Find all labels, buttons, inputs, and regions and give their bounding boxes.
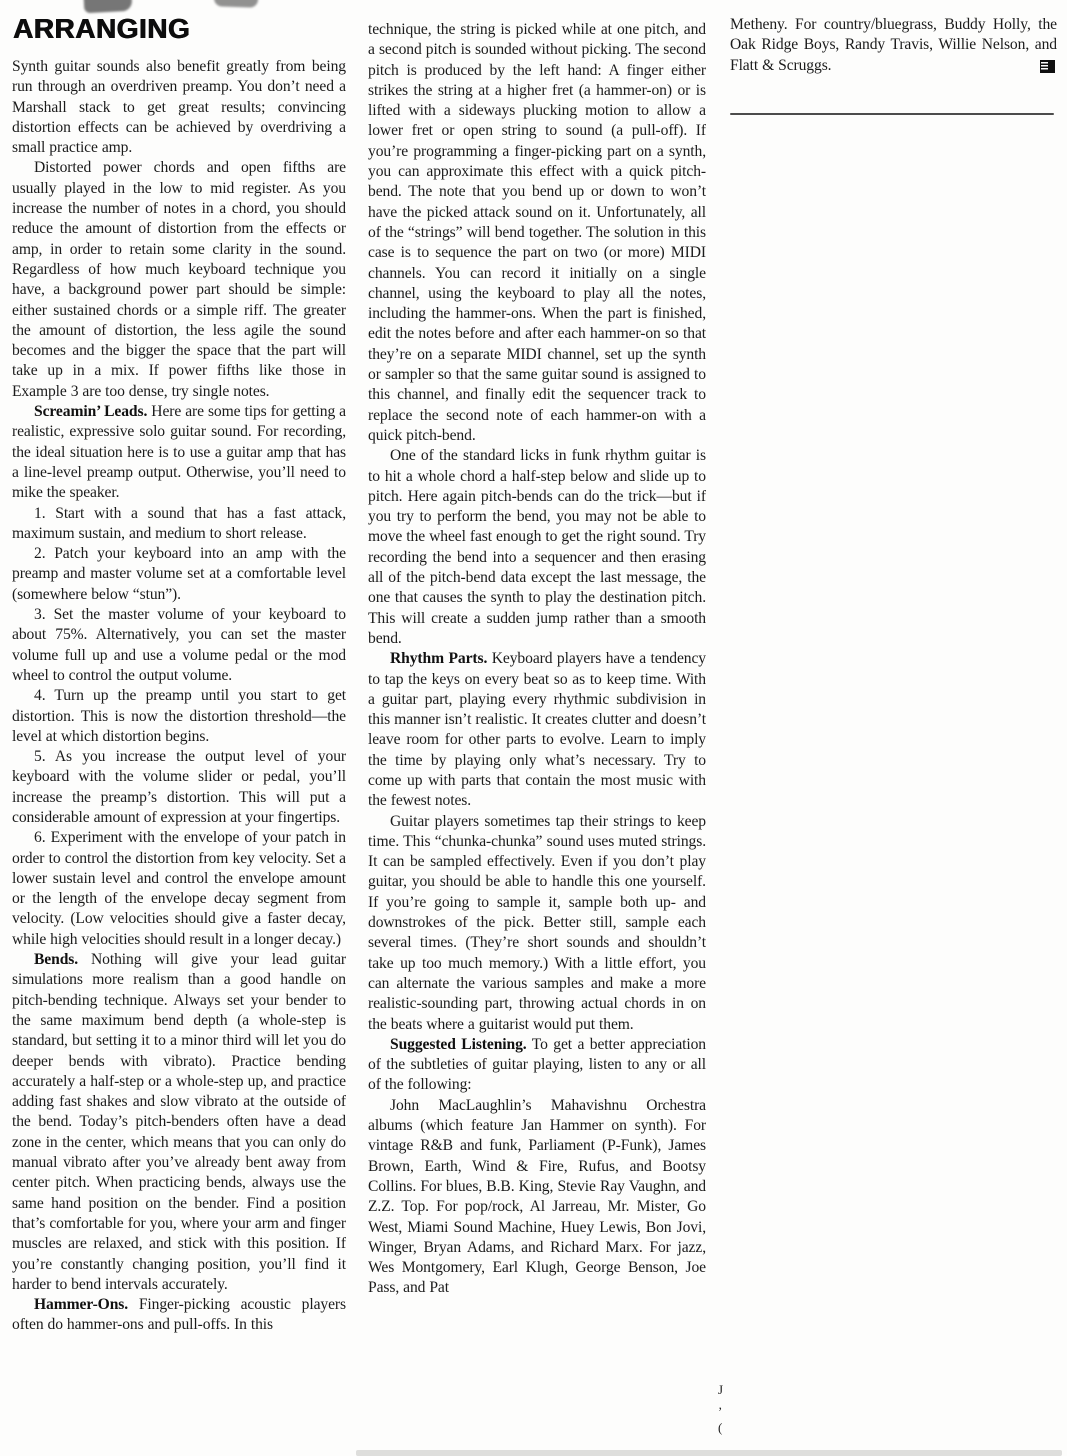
paragraph-text: Guitar players sometimes tap their strings to keep time. This “chunka-chunka” sound uses muted strings. It can be sampled effectively. Even if you don’t play guitar, you should be able to handle this one yourself. If you’re going to sample it, sample both up- and downstrokes of the pick. Better still, sample each several times. (They’re short sounds and shouldn’t take up too much memory.) With a little effort, you can alternate the various samples and make a more realistic-sounding part, throwing actual chords in on the beats where a guitarist would put them.	[368, 812, 706, 1033]
print-artifacts	[714, 1380, 734, 1440]
paragraph-text: Synth guitar sounds also benefit greatly from being run through an overdriven preamp. You don’t need a Marshall stack to get great results; convincing distortion effects can be achieved by overdriving a small practice amp.	[12, 58, 346, 157]
end-of-article-icon	[1040, 60, 1055, 73]
paragraph	[12, 747, 346, 828]
paragraph-text: 5. As you increase the output level of your keyboard with the volume slider or pedal, you’ll increase the preamp’s distortion. This will put a considerable amount of expression at your fingertips.	[12, 748, 346, 826]
text-column-middle	[368, 20, 706, 1448]
paragraph-lead: Bends.	[34, 951, 79, 969]
text-column-left	[12, 57, 346, 1449]
paragraph-text: To get a better appreciation of the subtleties of guitar playing, listen to any or all of the following:	[368, 1035, 706, 1094]
paragraph-lead: Screamin’ Leads.	[34, 403, 148, 421]
paragraph	[368, 1096, 706, 1299]
paragraph-text: Nothing will give your lead guitar simulations more realism than a good handle on pitch-bending technique. Always set your bender to the same maximum bend depth (a whole-step is standard, but setting it to a minor third will let you do deeper bends with vibrato). Practice bending accurately a half-step or a whole-step up, and practice adding fast shakes and slow vibrato at the outside of the bend. Today’s pitch-benders often have a dead zone in the center, which means that you can only do manual vibrato after you’ve already bent away from center pitch. When practicing bends, always use the same hand position on the bender. Find a position that’s comfortable for you, where your arm and finger muscles are relaxed, and stick with this position. If you’re constantly changing position, you’ll find it harder to bend intervals accurately.	[12, 951, 346, 1293]
paragraph-lead: Suggested Listening.	[390, 1035, 527, 1053]
paragraph	[12, 158, 346, 402]
paragraph	[368, 446, 706, 649]
scan-smudge	[84, 0, 133, 13]
paragraph	[368, 812, 706, 1035]
paragraph	[368, 649, 706, 811]
paragraph-text: 6. Experiment with the envelope of your patch in order to control the distortion from key velocity. Set a lower sustain level and control the envelope amount or the length of the envelope decay segment from velocity. (Low velocities should give a faster decay, while high velocities should result in a longer decay.)	[12, 829, 346, 948]
section-divider-rule	[730, 113, 1054, 115]
paragraph-text: Here are some tips for getting a realistic, expressive solo guitar sound. For recording, the ideal situation here is to use a guitar amp that has a line-level preamp output. Otherwise, you’ll need to mike the speaker.	[12, 403, 346, 502]
scan-smudge	[214, 0, 258, 8]
paragraph	[12, 57, 346, 158]
page-bottom-artifact	[356, 1450, 1062, 1456]
paragraph-text: 2. Patch your keyboard into an amp with the preamp and master volume set at a comfortable level (somewhere below “stun”).	[12, 545, 346, 603]
paragraph-text: 4. Turn up the preamp until you start to get distortion. This is now the distortion threshold—the level at which distortion begins.	[12, 687, 346, 745]
paragraph-text: One of the standard licks in funk rhythm guitar is to hit a whole chord a half-step below and slide up to pitch. Here again pitch-bends can do the trick—but if you try to perform the bend, you may not be able to move the wheel fast enough to get the right sound. Try recording the bend into a sequencer and then erasing all of the pitch-bend data except the last message, the one that causes the synth to play the destination pitch. This will create a sudden jump rather than a smooth bend.	[368, 447, 706, 647]
paragraph-text: Metheny. For country/bluegrass, Buddy Holly, the Oak Ridge Boys, Randy Travis, Willie Nelson, and Flatt & Scruggs.	[730, 16, 1057, 74]
paragraph-text: Keyboard players have a tendency to tap the keys on every beat so as to keep time. With a guitar part, playing every rhythmic subdivision in this manner isn’t realistic. It creates clutter and doesn’t leave room for other parts to evolve. Learn to imply the time by playing only what’s necessary. Try to come up with parts that contain the most music with the fewest notes.	[368, 650, 706, 810]
paragraph	[12, 950, 346, 1295]
paragraph	[368, 20, 706, 446]
paragraph-text: technique, the string is picked while at one pitch, and a second pitch is sounded without picking. The second pitch is produced by the left hand: A finger either strikes the string at a higher fret (a hammer-on) or is lifted with a sideways plucking motion to allow a lower fret or open string to sound (a pull-off). If you’re programming a finger-picking part on a synth, you can approximate this effect with a quick pitch-bend. The note that you bend up or down to won’t have the picked attack sound on it. Unfortunately, all of the “strings” will bend together. The solution in this case is to sequence the part on two (or more) MIDI channels. You can record it initially on a single channel, using the keyboard to play all the notes, including the hammer-ons. When the part is finished, edit the notes before and after each hammer-on so that they’re on a separate MIDI channel, set up the synth or sampler so that the same guitar sound is assigned to this channel, and finally edit the sequencer track to replace the second note of each hammer-on with a quick pitch-bend.	[368, 21, 706, 444]
paragraph-text: 3. Set the master volume of your keyboard to about 75%. Alternatively, you can set the master volume full up and use a volume pedal or the mod wheel to control the output volume.	[12, 606, 346, 684]
text-column-right	[730, 15, 1057, 1445]
stray-glyph: ’	[718, 1404, 723, 1419]
paragraph-lead: Hammer-Ons.	[34, 1296, 129, 1314]
paragraph	[730, 15, 1057, 76]
paragraph-text: 1. Start with a sound that has a fast attack, maximum sustain, and medium to short release.	[12, 504, 346, 542]
paragraph	[12, 1295, 346, 1336]
paragraph	[12, 605, 346, 686]
paragraph-lead: Rhythm Parts.	[390, 650, 488, 668]
stray-glyph: (	[718, 1420, 723, 1435]
stray-glyph: J	[718, 1382, 724, 1397]
paragraph-text: Finger-picking acoustic players often do hammer-ons and pull-offs. In this	[12, 1296, 346, 1334]
paragraph-text: John MacLaughlin’s Mahavishnu Orchestra albums (which feature Jan Hammer on synth). For vintage R&B and funk, Parliament (P-Funk), James Brown, Earth, Wind & Fire, Rufus, and Bootsy Collins. For blues, B.B. King, Stevie Ray Vaughn, and Z.Z. Top. For pop/rock, Al Jarreau, Mr. Mister, Go West, Miami Sound Machine, Huey Lewis, Bon Jovi, Winger, Bryan Adams, and Richard Marx. For jazz, Wes Montgomery, Earl Klugh, George Benson, Joe Pass, and Pat	[368, 1096, 706, 1297]
paragraph	[368, 1035, 706, 1096]
paragraph-text: Distorted power chords and open fifths are usually played in the low to mid register. As you increase the number of notes in a chord, you should reduce the amount of distortion from the effects or amp, in order to retain some clarity in the sound. Regardless of how much keyboard technique you have, a background power part should be simple: either sustained chords or a simple riff. The greater the amount of distortion, the less agile the sound becomes and the bigger the space that the part will take up in a mix. If power fifths like those in Example 3 are too dense, try single notes.	[12, 159, 346, 400]
paragraph	[12, 686, 346, 747]
paragraph	[12, 544, 346, 605]
page-title: ARRANGING	[13, 13, 191, 44]
paragraph	[12, 828, 346, 950]
paragraph	[12, 402, 346, 503]
paragraph	[12, 504, 346, 545]
